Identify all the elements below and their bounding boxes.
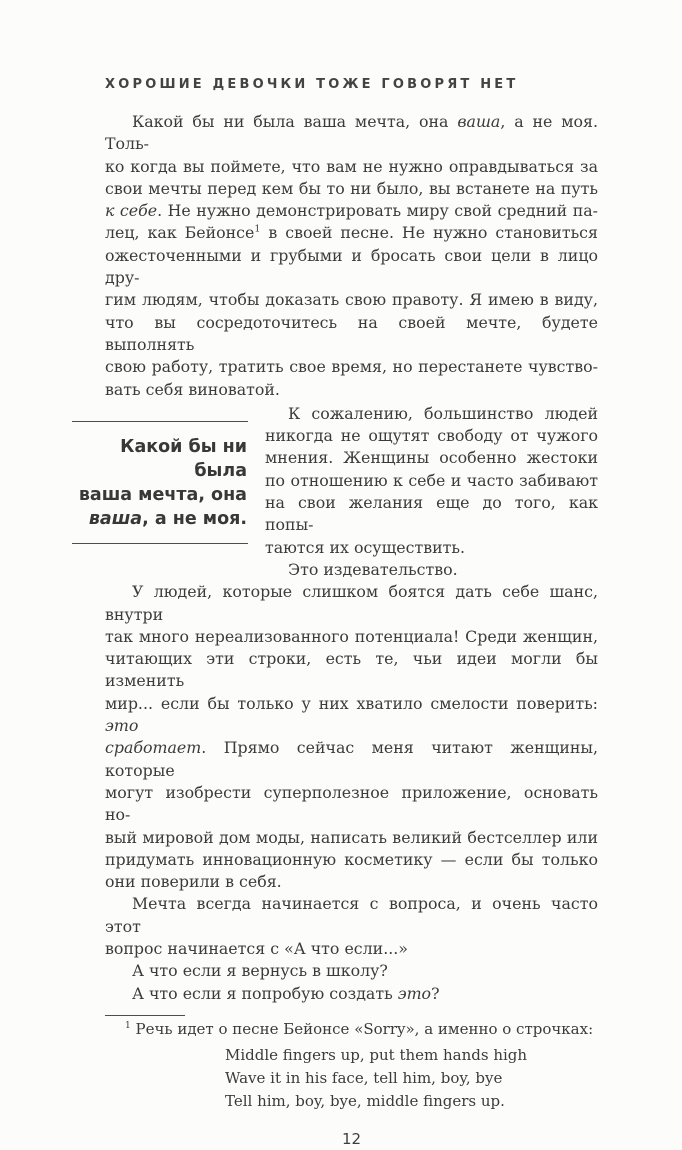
text-line: ожесточенными и грубыми и бросать свои цели в лицо дру- (105, 245, 598, 288)
text-line: $^1$ Речь идет о песне Бейонсе «Sorry», а именно о строчках: (125, 1019, 594, 1038)
text-line: могут изобрести суперполезное приложение, основать но- (105, 782, 598, 825)
text-line: А что если я вернусь в школу? (132, 961, 388, 981)
text-line: читающих эти строки, есть те, чьи идеи могли бы изменить (105, 649, 598, 691)
text-line: вать себя виноватой. (105, 379, 280, 399)
text-line: Это издевательство. (288, 559, 458, 579)
text-line: таются их осуществить. (265, 537, 465, 557)
column-text (265, 403, 598, 581)
text-line: А что если я попробую создать это? (132, 983, 440, 1003)
text-line: Middle fingers up, put them hands high (225, 1046, 528, 1065)
text-line: мир... если бы только у них хватило смелости поверить: это (105, 693, 598, 736)
paragraph-dream-question (105, 893, 598, 960)
text-line: на свои желания еще до того, как попы- (265, 493, 598, 535)
text-line: Какой бы ни была (120, 436, 247, 481)
text-line: свою работу, тратить свое время, но перестанете чувство- (105, 357, 598, 377)
text-line: У людей, которые слишком боятся дать себе шанс, внутри (105, 582, 598, 624)
text-block (78, 0, 599, 1150)
text-line: ваша мечта, она (78, 484, 247, 505)
text-line: ваша, а не моя. (88, 508, 247, 529)
text-line: к себе. Не нужно демонстрировать миру свой средний па- (105, 201, 598, 221)
paragraph-potential (105, 581, 598, 893)
paragraph-intro (105, 111, 598, 401)
text-line: К сожалению, большинство людей (288, 403, 598, 423)
text-line: лец, как Бейонсе$^1$ в своей песне. Не нужно становиться (105, 223, 598, 243)
text-line: ко когда вы поймете, что вам не нужно оправдываться за (105, 156, 598, 176)
text-line: Wave it in his face, tell him, boy, bye (225, 1068, 503, 1087)
text-line: что вы сосредоточитесь на своей мечте, будете выполнять (105, 312, 598, 354)
text-line: свои мечты перед кем бы то ни было, вы встанете на путь (105, 178, 598, 198)
text-line: вопрос начинается с «А что если...» (105, 938, 408, 958)
text-line: сработает. Прямо сейчас меня читают женщины, которые (105, 738, 598, 780)
text-line: так много нереализованного потенциала! Среди женщин, (105, 626, 598, 646)
text-line: мнения. Женщины особенно жестоки (265, 448, 598, 468)
running-header: ХОРОШИЕ ДЕВОЧКИ ТОЖЕ ГОВОРЯТ НЕТ (105, 77, 519, 92)
footnote-text (105, 1018, 598, 1041)
page-number: 12 (341, 1130, 362, 1149)
footnote-lyrics (105, 1044, 598, 1112)
text-line: никогда не ощутят свободу от чужого (265, 426, 598, 446)
question-line-school (105, 960, 598, 982)
pullquote-section (78, 403, 598, 581)
footnote (105, 1015, 598, 1112)
text-line: они поверили в себя. (105, 872, 282, 892)
footnote-rule (105, 1015, 185, 1016)
pull-quote (72, 421, 248, 544)
paragraph-beside-quote (265, 403, 598, 559)
paragraph-mockery (265, 559, 598, 581)
text-line: придумать инновационную косметику — если бы только (105, 849, 598, 869)
text-line: Tell him, boy, bye, middle fingers up. (225, 1091, 505, 1110)
text-line: Какой бы ни была ваша мечта, она ваша, а не моя. Толь- (105, 112, 599, 154)
text-line: Мечта всегда начинается с вопроса, и очень часто этот (105, 894, 598, 936)
text-line: гим людям, чтобы доказать свою правоту. Я имею в виду, (105, 290, 598, 310)
text-line: вый мировой дом моды, написать великий бестселлер или (105, 827, 598, 847)
question-line-create (105, 983, 598, 1005)
text-line: по отношению к себе и часто забивают (265, 470, 598, 490)
